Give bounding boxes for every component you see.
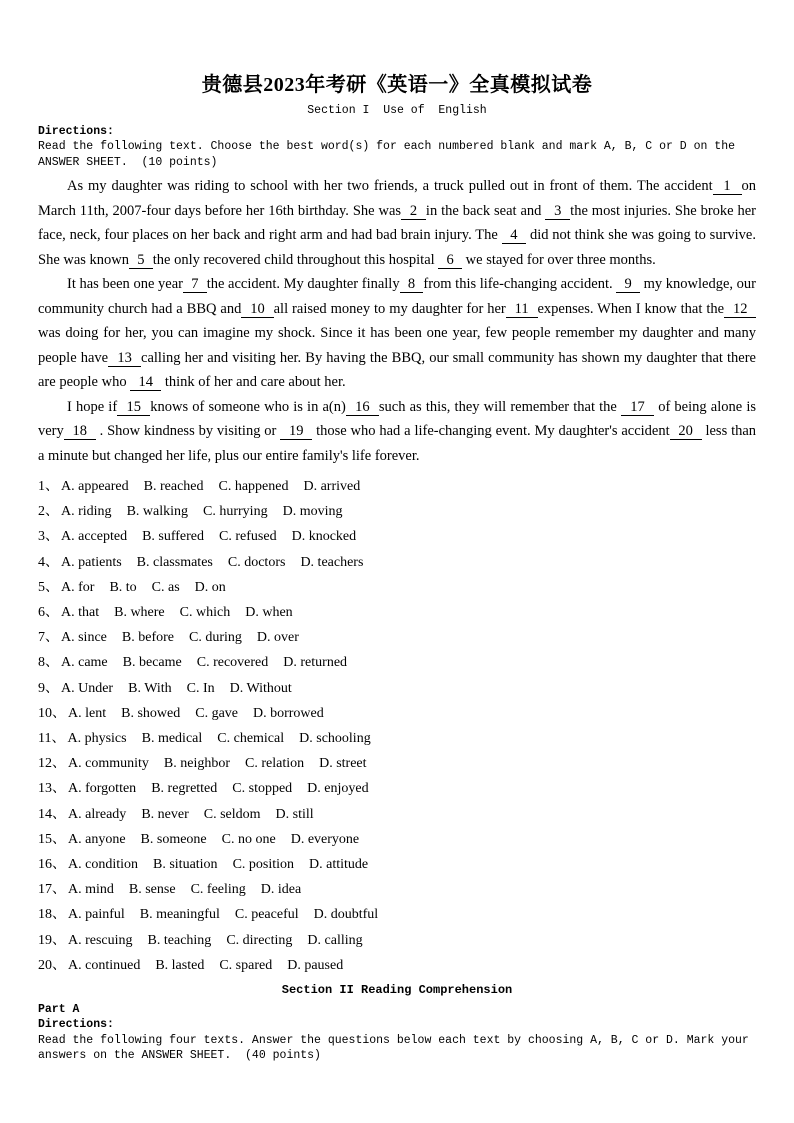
- option-A: A. for: [61, 579, 95, 595]
- question-number: 12、: [38, 756, 66, 772]
- cloze-blank-14: 14: [131, 374, 161, 390]
- section2-heading: Section II Reading Comprehension: [281, 983, 513, 998]
- section2-directions-text: Read the following four texts. Answer the questions below each text by choosing A, B, C or D. Mark your answers on the ANSWER SHEET. (40 points): [38, 1033, 756, 1063]
- question-9: [38, 676, 756, 701]
- question-13: [38, 776, 756, 801]
- option-D: D. on: [194, 579, 226, 595]
- passage-paragraph: It has been one year 7 the accident. My daughter finally 8 from this life-changing accident. 9 my knowledge, our community church had a BBQ and 10 all raised money to my daughter for her 11 expenses. When I know that the 12 was doing for her, you can imagine my shock. Since it has been one year, few people remember my daughter and many people have 13 calling her and visiting her. By having the BBQ, our small community has shown my daughter that there are people who 14 think of her and care about her.: [38, 276, 756, 390]
- question-number: 15、: [38, 831, 66, 847]
- option-A: A. Under: [61, 680, 114, 696]
- question-number: 6、: [38, 605, 59, 621]
- cloze-blank-8: 8: [400, 276, 423, 292]
- option-B: B. situation: [153, 857, 218, 873]
- option-B: B. medical: [141, 731, 203, 747]
- question-1: [38, 474, 756, 499]
- question-19: [38, 928, 756, 953]
- question-number: 2、: [38, 504, 59, 520]
- option-A: A. mind: [68, 882, 114, 898]
- option-A: A. appeared: [61, 479, 129, 494]
- question-number: 5、: [38, 579, 59, 595]
- option-D: D. street: [319, 756, 367, 772]
- question-3: [38, 524, 756, 549]
- option-B: B. sense: [128, 882, 176, 898]
- option-B: B. teaching: [147, 932, 212, 948]
- option-A: A. already: [68, 806, 127, 822]
- option-C: C. hurrying: [203, 504, 268, 520]
- cloze-blank-17: 17: [622, 398, 654, 415]
- option-B: B. meaningful: [139, 907, 220, 923]
- option-D: D. everyone: [290, 831, 360, 847]
- option-C: C. recovered: [196, 655, 269, 671]
- question-4: [38, 550, 756, 575]
- question-2: [38, 499, 756, 524]
- question-number: 9、: [38, 680, 59, 696]
- option-D: D. borrowed: [253, 705, 324, 721]
- cloze-blank-15: 15: [118, 398, 150, 415]
- option-D: D. schooling: [299, 731, 371, 747]
- question-16: [38, 852, 756, 877]
- question-number: 11、: [38, 731, 66, 747]
- option-A: A. that: [61, 605, 100, 621]
- questions-list: [38, 474, 756, 978]
- question-17: [38, 877, 756, 902]
- option-A: A. accepted: [61, 529, 128, 545]
- option-C: C. peaceful: [234, 907, 299, 923]
- option-C: C. doctors: [227, 554, 286, 570]
- question-14: [38, 802, 756, 827]
- cloze-blank-3: 3: [546, 202, 570, 219]
- question-8: [38, 650, 756, 675]
- cloze-blank-18: 18: [64, 423, 95, 439]
- cloze-blank-19: 19: [281, 423, 312, 439]
- question-number: 17、: [38, 882, 66, 898]
- question-number: 10、: [38, 705, 66, 721]
- option-A: A. painful: [68, 907, 125, 923]
- option-D: D. over: [256, 630, 299, 646]
- cloze-blank-11: 11: [506, 300, 537, 317]
- exam-title: 贵德县2023年考研《英语一》全真模拟试卷: [201, 74, 593, 96]
- option-A: A. anyone: [68, 831, 126, 847]
- option-B: B. before: [121, 630, 174, 646]
- option-B: B. lasted: [155, 957, 205, 973]
- option-B: B. became: [122, 655, 182, 671]
- cloze-passage: [38, 174, 756, 468]
- passage-paragraph: I hope if 15 knows of someone who is in a(n) 16 such as this, they will remember that the 17 of being alone is very 18 . Show kindness by visiting or 19 those who had a life-changing event. My daughter's accident 20 less than a minute but changed her life, plus our entire family's life forever.: [38, 398, 757, 464]
- question-number: 19、: [38, 932, 66, 948]
- option-C: C. as: [151, 579, 180, 595]
- option-A: A. rescuing: [68, 932, 133, 948]
- option-A: A. condition: [68, 857, 138, 873]
- question-number: 13、: [38, 781, 66, 797]
- question-12: [38, 751, 756, 776]
- question-18: [38, 902, 756, 927]
- question-number: 20、: [38, 957, 66, 973]
- option-B: B. to: [109, 579, 137, 595]
- option-D: D. paused: [287, 957, 344, 973]
- option-A: A. lent: [68, 705, 107, 721]
- section1-heading: Section I Use of English: [307, 104, 487, 117]
- option-A: A. since: [61, 630, 107, 646]
- option-C: C. chemical: [217, 731, 285, 747]
- option-D: D. when: [245, 605, 293, 621]
- cloze-blank-7: 7: [183, 276, 206, 292]
- option-C: C. gave: [195, 705, 238, 721]
- question-number: 3、: [38, 529, 59, 545]
- option-B: B. reached: [143, 479, 204, 494]
- cloze-blank-12: 12: [725, 300, 756, 317]
- question-number: 7、: [38, 630, 59, 646]
- option-D: D. doubtful: [313, 907, 379, 923]
- option-D: D. knocked: [291, 529, 357, 545]
- cloze-blank-6: 6: [439, 251, 462, 268]
- option-B: B. neighbor: [163, 756, 230, 772]
- option-C: C. which: [179, 605, 231, 621]
- question-20: [38, 953, 756, 978]
- option-C: C. seldom: [203, 806, 261, 822]
- option-D: D. Without: [229, 680, 292, 696]
- question-number: 8、: [38, 655, 59, 671]
- question-number: 4、: [38, 554, 59, 570]
- option-D: D. moving: [282, 504, 343, 520]
- option-C: C. directing: [226, 932, 293, 948]
- option-B: B. showed: [121, 705, 181, 721]
- option-C: C. relation: [245, 756, 305, 772]
- question-number: 1、: [38, 479, 59, 494]
- cloze-blank-9: 9: [617, 276, 639, 292]
- question-number: 18、: [38, 907, 66, 923]
- option-A: A. community: [68, 756, 149, 772]
- option-C: C. refused: [219, 529, 277, 545]
- option-C: C. stopped: [232, 781, 293, 797]
- option-A: A. forgotten: [68, 781, 137, 797]
- question-11: [38, 726, 756, 751]
- option-B: B. suffered: [142, 529, 205, 545]
- cloze-blank-4: 4: [502, 227, 526, 243]
- option-D: D. teachers: [300, 554, 364, 570]
- option-C: C. position: [232, 857, 295, 873]
- option-B: B. With: [128, 680, 172, 696]
- option-D: D. calling: [307, 932, 363, 948]
- option-B: B. where: [114, 605, 165, 621]
- section1-directions-text: Read the following text. Choose the best word(s) for each numbered blank and mark A, B, C or D on the ANSWER SHEET. (10 points): [38, 140, 742, 169]
- option-D: D. arrived: [303, 479, 361, 494]
- option-C: C. happened: [218, 479, 289, 494]
- option-A: A. came: [61, 655, 108, 671]
- section2-directions-label: Directions:: [38, 1018, 114, 1032]
- section1-directions-label: Directions:: [38, 124, 114, 138]
- option-A: A. riding: [61, 504, 112, 520]
- option-D: D. still: [275, 806, 314, 822]
- passage-paragraph: As my daughter was riding to school with her two friends, a truck pulled out in front of them. The accident 1 on March 11th, 2007-four days before her 16th birthday. She was 2 in the back seat and 3 the most injuries. She broke her face, neck, four places on her back and right arm and had bad brain injury. The 4 did not think she was going to survive. She was known 5 the only recovered child throughout this hospital 6 we stayed for over three months.: [38, 178, 757, 268]
- option-D: D. idea: [260, 882, 302, 898]
- option-D: D. returned: [283, 655, 348, 671]
- option-A: A. physics: [67, 731, 127, 747]
- cloze-blank-13: 13: [109, 349, 141, 366]
- cloze-blank-2: 2: [402, 202, 425, 219]
- option-B: B. regretted: [151, 781, 218, 797]
- option-C: C. In: [186, 680, 215, 696]
- option-D: D. attitude: [309, 857, 369, 873]
- cloze-blank-16: 16: [346, 398, 378, 415]
- question-10: [38, 701, 756, 726]
- cloze-blank-1: 1: [713, 178, 741, 194]
- option-B: B. someone: [140, 831, 207, 847]
- part-a-label: Part A: [38, 1002, 80, 1016]
- option-B: B. classmates: [136, 554, 213, 570]
- option-C: C. spared: [219, 957, 273, 973]
- question-number: 14、: [38, 806, 66, 822]
- question-number: 16、: [38, 857, 66, 873]
- option-B: B. never: [141, 806, 189, 822]
- question-5: [38, 575, 756, 600]
- question-7: [38, 625, 756, 650]
- cloze-blank-5: 5: [130, 251, 152, 268]
- option-D: D. enjoyed: [307, 781, 369, 797]
- option-C: C. during: [188, 630, 242, 646]
- option-A: A. continued: [68, 957, 141, 973]
- option-C: C. feeling: [190, 882, 246, 898]
- option-A: A. patients: [61, 554, 122, 570]
- cloze-blank-10: 10: [242, 300, 273, 317]
- option-B: B. walking: [126, 504, 189, 520]
- question-6: [38, 600, 756, 625]
- question-15: [38, 827, 756, 852]
- cloze-blank-20: 20: [670, 423, 701, 439]
- option-C: C. no one: [221, 831, 276, 847]
